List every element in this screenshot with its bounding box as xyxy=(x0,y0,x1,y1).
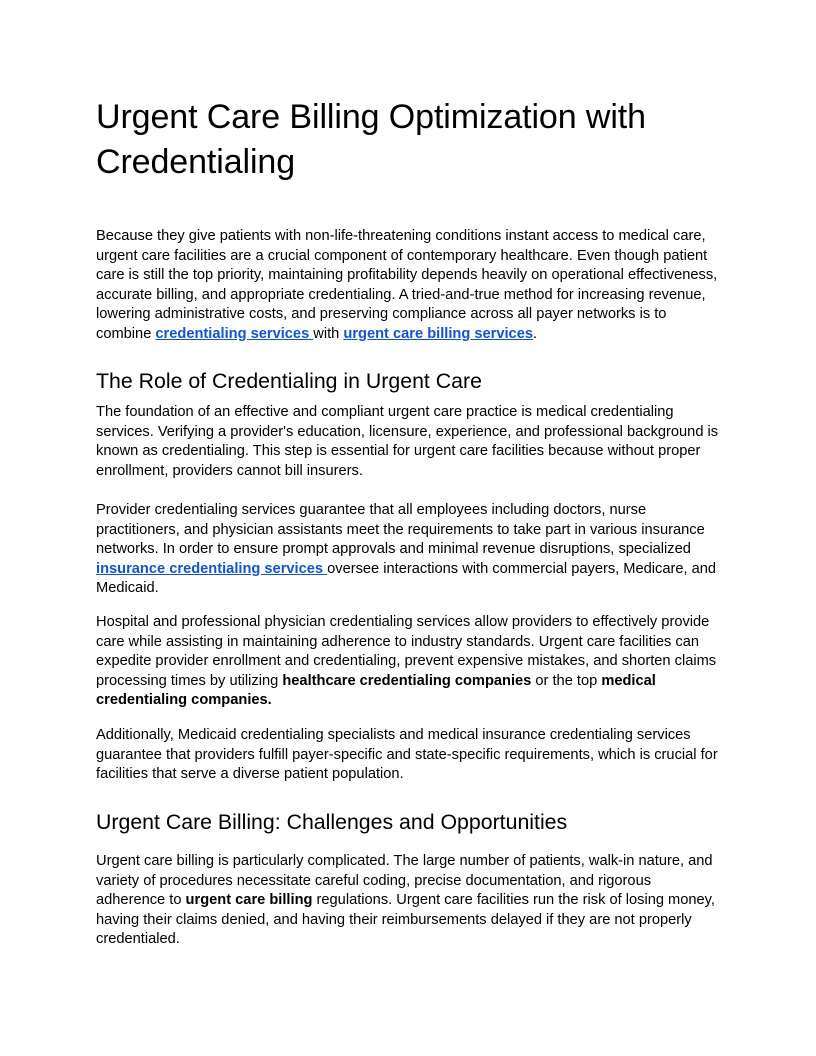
section-heading-billing-challenges: Urgent Care Billing: Challenges and Opportunities xyxy=(96,810,568,834)
intro-paragraph xyxy=(96,227,722,344)
page-title: Urgent Care Billing Optimization with Credentialing xyxy=(96,98,646,181)
intro-text-3: . xyxy=(532,325,538,342)
billing-p1-text-1: Urgent care billing is particularly complicated. The large number of patients, walk-in nature, and variety of procedures necessitate careful coding, precise documentation, and rigorous adherence to xyxy=(96,853,713,908)
credentialing-services-link[interactable]: credentialing services xyxy=(155,325,314,342)
intro-text-1: Because they give patients with non-life-threatening conditions instant access to medical care, urgent care facilities are a crucial component of contemporary healthcare. Even though patient care is still the top priority, maintaining profitability depends heavily on operational effectiveness, accurate billing, and appropriate credentialing. A tried-and-true method for increasing revenue, lowering administrative costs, and preserving compliance across all payer networks is to combine xyxy=(96,228,718,342)
credentialing-paragraph-4: Additionally, Medicaid credentialing specialists and medical insurance credentialing services guarantee that providers fulfill payer-specific and state-specific requirements, which is crucial for facilities that serve a diverse patient population. xyxy=(96,727,718,782)
urgent-care-billing-bold: urgent care billing xyxy=(185,892,313,908)
section-heading-credentialing-role: The Role of Credentialing in Urgent Care xyxy=(96,369,482,393)
credentialing-paragraph-3 xyxy=(96,613,722,711)
credentialing-p2-text-2: oversee interactions with commercial payers, Medicare, and Medicaid. xyxy=(96,560,717,596)
credentialing-paragraph-2 xyxy=(96,501,722,599)
credentialing-p3-text-2: or the top xyxy=(531,672,602,689)
healthcare-credentialing-companies-bold: healthcare credentialing companies xyxy=(282,672,532,689)
credentialing-p2-text-1: Provider credentialing services guarantee that all employees including doctors, nurse practitioners, and physician assistants meet the requirements to take part in various insurance networks. In order to ensure prompt approvals and minimal revenue disruptions, specialized xyxy=(96,502,705,557)
urgent-care-billing-services-link[interactable]: urgent care billing services xyxy=(343,325,533,342)
insurance-credentialing-services-link[interactable]: insurance credentialing services xyxy=(96,560,328,577)
medical-credentialing-companies-bold: medical credentialing companies. xyxy=(96,672,656,708)
billing-paragraph-1 xyxy=(96,852,722,950)
credentialing-p3-text-1: Hospital and professional physician credentialing services allow providers to effectively provide care while assisting in maintaining adherence to industry standards. Urgent care facilities can expedite provider enrollment and credentialing, prevent expensive mistakes, and shorten claims processing times by utilizing xyxy=(96,614,717,689)
credentialing-paragraph-1: The foundation of an effective and compliant urgent care practice is medical credentialing services. Verifying a provider's education, licensure, experience, and professional background is known as credentialing. This step is essential for urgent care facilities because without proper enrollment, providers cannot bill insurers. xyxy=(96,404,719,479)
intro-text-2: with xyxy=(313,325,344,342)
billing-p1-text-2: regulations. Urgent care facilities run the risk of losing money, having their claims denied, and having their reimbursements delayed if they are not properly credentialed. xyxy=(96,892,715,947)
